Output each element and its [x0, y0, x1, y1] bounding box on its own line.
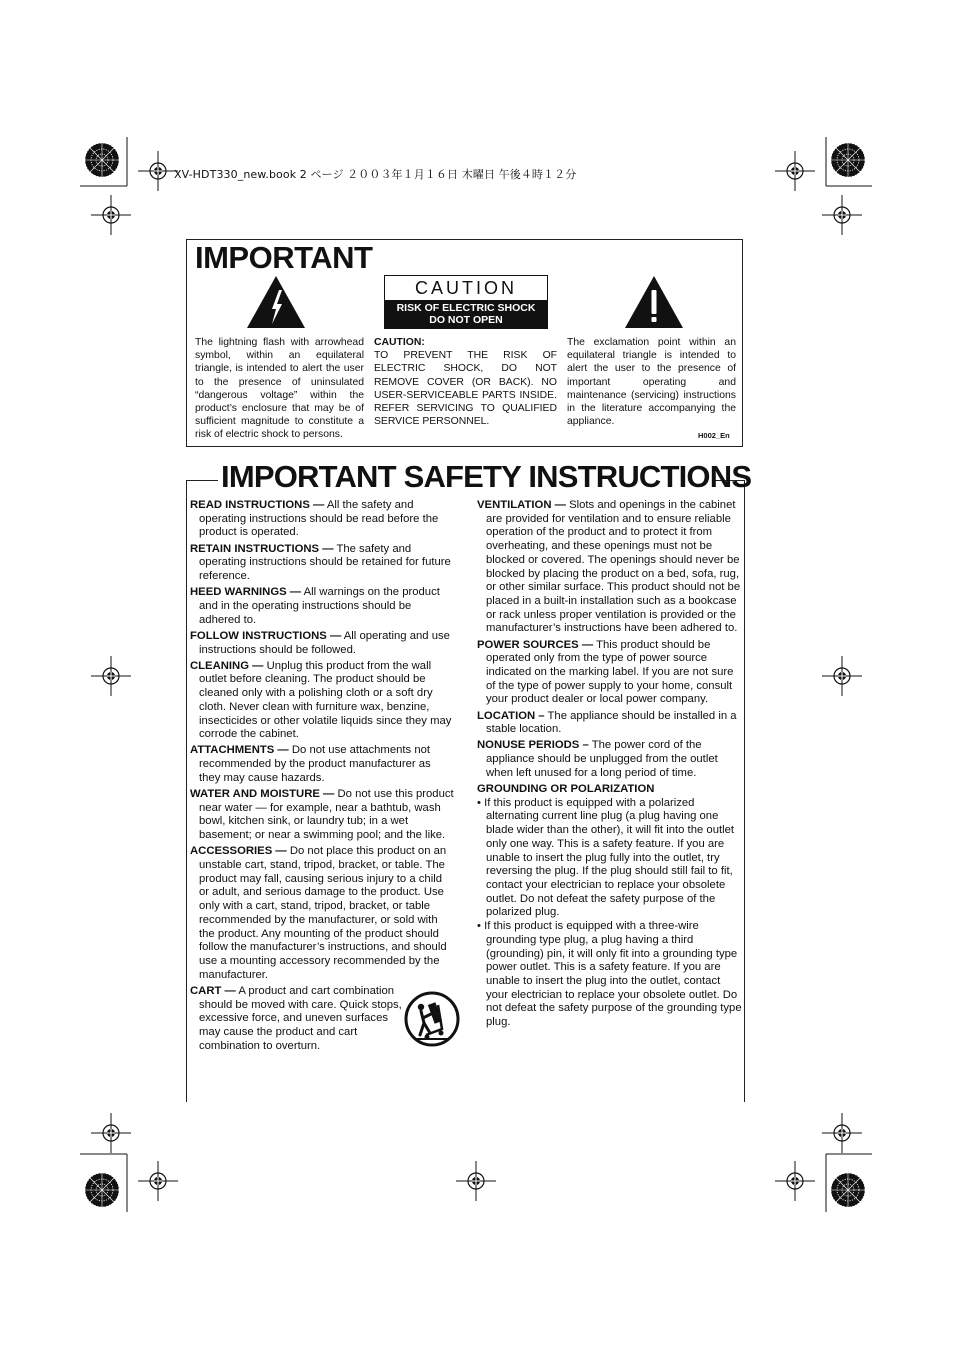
- item-heading: POWER SOURCES —: [477, 638, 594, 651]
- instruction-item: [477, 710, 742, 737]
- instruction-item: [190, 660, 455, 742]
- grounding-heading: GROUNDING OR POLARIZATION: [477, 783, 655, 796]
- instruction-item: [477, 499, 742, 636]
- instruction-item: [190, 499, 455, 540]
- item-heading: LOCATION –: [477, 709, 545, 722]
- caution-band: [385, 300, 547, 328]
- item-text: All the safety and operating instructions should be read before the product is operated.: [199, 499, 439, 539]
- title-rule-left: [186, 480, 218, 481]
- item-heading: NONUSE PERIODS –: [477, 739, 589, 752]
- item-heading: CLEANING —: [190, 659, 264, 672]
- item-text: Slots and openings in the cabinet are provided for ventilation and to ensure reliable operation of the product and to protect it from overheating, and these openings must not be blocked or covered. The openings should never be blocked by placing the product on a bed, sofa, rug, or other similar surface. This product should not be placed in a built-in installation such as a bookcase or rack unless proper ventilation is provided or the manufacturer’s instructions have been adhered to.: [486, 499, 741, 635]
- instruction-item: [190, 630, 455, 657]
- exclamation-explanation: The exclamation point within an equilateral triangle is intended to alert the user to the presence of important operating and maintenance (servicing) instructions in the literature accompanying the appliance.: [567, 337, 736, 428]
- item-heading: RETAIN INSTRUCTIONS —: [190, 542, 334, 555]
- item-text: A product and cart combination should be moved with care. Quick stops, excessive force, and uneven surfaces may cause the product and cart combination to overturn.: [199, 984, 402, 1052]
- cart-item: [190, 985, 455, 1054]
- instruction-item: [477, 639, 742, 708]
- grounding-bullet: • If this product is equipped with a polarized alternating current line plug (a plug having one blade wider than the other), it will fit into the outlet only one way. This is a safety feature. If you are unable to insert the plug fully into the outlet, try reversing the plug. If the plug should still fail to fit, contact your electrician to replace your obsolete outlet. Do not defeat the safety purpose of the polarized plug.: [477, 796, 735, 919]
- item-text: Do not use this product near water — for example, near a bathtub, wash bowl, kitchen sink, or laundry tub; in a wet basement; or near a swimming pool; and the like.: [199, 788, 454, 842]
- left-border: [186, 480, 187, 1102]
- item-text: The power cord of the appliance should be unplugged from the outlet when left unused for a long period of time.: [486, 739, 718, 779]
- instruction-item: [477, 739, 742, 780]
- instruction-item: [190, 788, 455, 843]
- caution-body: TO PREVENT THE RISK OF ELECTRIC SHOCK, DO NOT REMOVE COVER (OR BACK). NO USER-SERVICEABLE PARTS INSIDE. REFER SERVICING TO QUALIFIED SERVICE PERSONNEL.: [374, 350, 557, 428]
- item-heading: WATER AND MOISTURE —: [190, 788, 335, 801]
- registration-star-bottom-left: [85, 1173, 119, 1207]
- instruction-item: [190, 744, 455, 785]
- print-header: XV-HDT330_new.book 2 ページ ２００３年１月１６日 木曜日 午後４時１２分: [174, 168, 577, 181]
- caution-label: CAUTION: [415, 278, 517, 298]
- item-heading: ACCESSORIES —: [190, 845, 287, 858]
- item-heading: READ INSTRUCTIONS —: [190, 499, 325, 511]
- instruction-item: [190, 543, 455, 584]
- item-text: All operating and use instructions should be followed.: [199, 629, 450, 656]
- grounding-bullet: • If this product is equipped with a three-wire grounding type plug, a plug having a third (grounding) pin, it will only fit into a grounding type power outlet. This is a safety feature. If you are unable to insert the plug into the outlet, contact your electrician to replace your obsolete outlet. Do not defeat the safety purpose of the grounding type plug.: [477, 920, 742, 1029]
- instruction-item: [190, 845, 455, 982]
- registration-star-top-left: [85, 143, 119, 177]
- safety-left-column: [190, 499, 455, 1056]
- item-text: Unplug this product from the wall outlet before cleaning. The product should be cleaned only with a polishing cloth or a soft dry cloth. Never clean with furniture wax, benzine, insecticides or other volatile liquids since they may corrode the cabinet.: [199, 659, 452, 741]
- item-text: Do not use attachments not recommended by the product manufacturer as they may cause hazards.: [199, 744, 431, 784]
- item-heading: HEED WARNINGS —: [190, 586, 302, 599]
- exclamation-warning-icon: [623, 274, 685, 330]
- important-title: IMPORTANT: [195, 240, 373, 275]
- lightning-warning-icon: [245, 274, 307, 330]
- item-text: All warnings on the product and in the operating instructions should be adhered to.: [199, 586, 440, 626]
- cart-tipover-icon: [404, 991, 460, 1047]
- caution-band-line1: RISK OF ELECTRIC SHOCK: [396, 302, 536, 314]
- item-text: This product should be operated only from the type of power source indicated on the marking label. If you are not sure of the type of power supply to your home, consult your product dealer or local power company.: [486, 638, 734, 706]
- item-heading: CART —: [190, 984, 236, 997]
- item-text: The safety and operating instructions should be retained for future reference.: [199, 542, 451, 583]
- safety-title: IMPORTANT SAFETY INSTRUCTIONS: [221, 459, 752, 494]
- caution-band-line2: DO NOT OPEN: [429, 314, 503, 326]
- caution-heading: CAUTION:: [374, 337, 425, 348]
- document-code: H002_En: [698, 431, 730, 440]
- item-text: The appliance should be installed in a stable location.: [486, 709, 737, 736]
- safety-right-column: [477, 499, 742, 1030]
- registration-star-bottom-right: [831, 1173, 865, 1207]
- item-text: Do not place this product on an unstable cart, stand, tripod, bracket, or table. The product may fall, causing serious injury to a child or adult, and serious damage to the product. Use only with a cart, stand, tripod, bracket, or table recommended by the manufacturer, or sold with the product. Any mounting of the product should follow the manufacturer’s instructions, and should use a mounting accessory recommended by the manufacturer.: [199, 845, 447, 981]
- right-border: [744, 480, 745, 1102]
- instruction-item: [190, 586, 455, 627]
- item-heading: ATTACHMENTS —: [190, 744, 289, 757]
- caution-explanation: [374, 336, 557, 428]
- item-heading: VENTILATION —: [477, 499, 566, 511]
- item-heading: FOLLOW INSTRUCTIONS —: [190, 629, 342, 642]
- registration-star-top-right: [831, 143, 865, 177]
- lightning-explanation: The lightning flash with arrowhead symbol, within an equilateral triangle, is intended to alert the user to the presence of uninsulated “dangerous voltage” within the product’s enclosure that may be of sufficient magnitude to constitute a risk of electric shock to persons.: [195, 337, 364, 441]
